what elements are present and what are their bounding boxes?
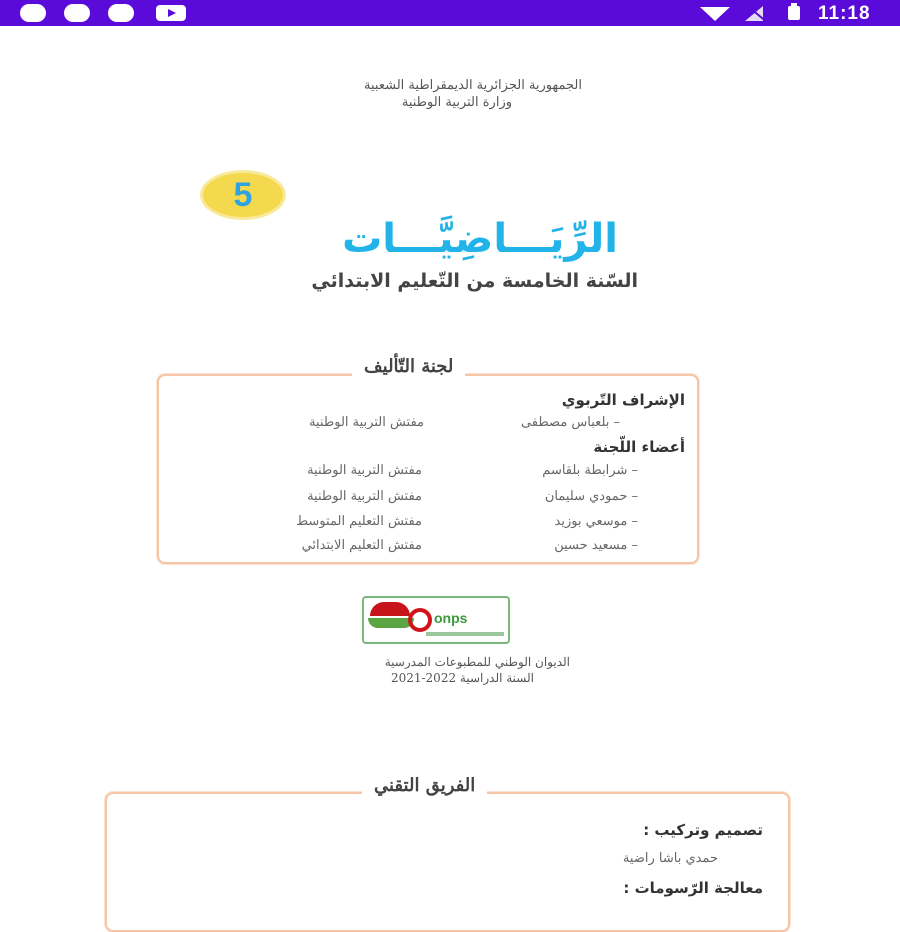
notification-dot-icon (20, 4, 46, 22)
member-name: – حمودي سليمان (544, 489, 638, 504)
status-bar (0, 0, 900, 26)
illustration-label: معالجة الرّسومات : (623, 879, 763, 897)
design-label: تصميم وتركيب : (643, 821, 763, 839)
no-signal-icon (745, 6, 763, 21)
supervisor-role: مفتش التربية الوطنية (309, 415, 424, 430)
member-role: مفتش التربية الوطنية (307, 489, 422, 504)
battery-icon (788, 6, 800, 20)
notification-dot-icon (64, 4, 90, 22)
grade-badge: 5 (200, 170, 286, 220)
supervisor-name: – بلعباس مصطفى (520, 415, 620, 430)
member-role: مفتش التعليم الابتدائي (301, 538, 422, 553)
book-title: الرِّيَـــاضِيَّـــات (342, 216, 618, 262)
member-role: مفتش التعليم المتوسط (296, 514, 422, 529)
status-time: 11:18 (818, 3, 871, 24)
school-year: السنة الدراسية 2022-2021 (390, 671, 534, 685)
book-subtitle: السّنة الخامسة من التّعليم الابتدائي (311, 270, 638, 292)
technical-legend: الفريق التقني (362, 775, 487, 796)
designer-name: حمدي باشا راضية (622, 851, 718, 866)
members-label: أعضاء اللّجنة (593, 438, 685, 456)
wifi-icon (700, 7, 730, 21)
logo-ring (408, 608, 432, 632)
member-name: – موسعي بوزيد (554, 514, 638, 529)
logo-strip (426, 632, 504, 636)
member-name: – مسعيد حسين (554, 538, 638, 553)
youtube-icon (156, 5, 186, 21)
logo-wordmark: onps (434, 610, 468, 626)
logo-leaf-red (370, 602, 410, 616)
header-ministry: وزارة التربية الوطنية (401, 95, 512, 110)
supervision-label: الإشراف التّربوي (561, 391, 685, 409)
member-role: مفتش التربية الوطنية (307, 463, 422, 478)
member-name: – شرابطة بلقاسم (542, 463, 638, 478)
publisher-logo (362, 596, 510, 644)
authors-legend: لجنة التّأليف (352, 356, 465, 377)
header-republic: الجمهورية الجزائرية الديمقراطية الشعبية (364, 78, 582, 93)
notification-dot-icon (108, 4, 134, 22)
publisher-name: الديوان الوطني للمطبوعات المدرسية (384, 655, 570, 669)
